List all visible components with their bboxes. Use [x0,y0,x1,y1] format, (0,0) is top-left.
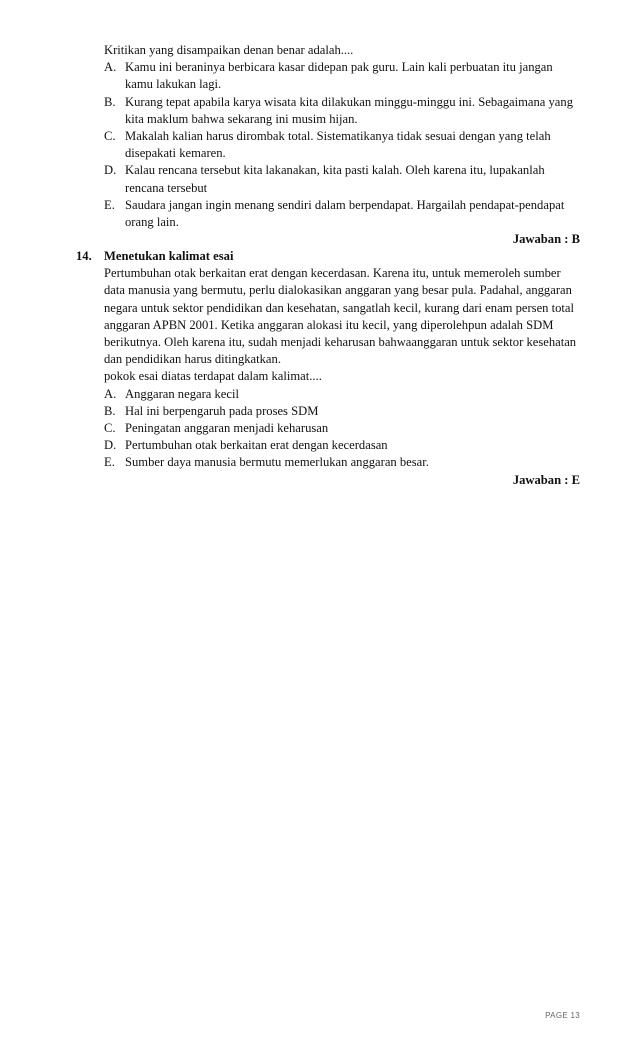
question-13-option-b [0,94,638,128]
option-letter: D. [104,438,117,453]
paragraph-line: Pertumbuhan otak berkaitan erat dengan kecerdasan. Karena itu, untuk memeroleh sumber [104,266,561,281]
option-text: Kurang tepat apabila karya wisata kita dilakukan minggu-minggu ini. Sebagaimana yang [125,94,573,109]
question-14-option-d [0,437,638,454]
question-number: 14. [76,249,92,263]
option-text-continued: orang lain. [125,215,179,230]
option-text: Makalah kalian harus dirombak total. Sistematikanya tidak sesuai dengan yang telah [125,129,551,144]
option-text: Sumber daya manusia bermutu memerlukan anggaran besar. [125,455,429,470]
option-letter: E. [104,197,115,212]
option-letter: A. [104,60,117,75]
essay-paragraph [0,265,638,368]
option-letter: B. [104,94,116,109]
paragraph-line: anggaran APBN 2001. Ketika anggaran alokasi itu kecil, yang diperolehpun adalah SDM [104,317,554,332]
option-text: Saudara jangan ingin menang sendiri dalam berpendapat. Hargailah pendapat-pendapat [125,197,565,212]
paragraph-line: negara untuk sektor pendidikan dan kesehatan, sangatlah kecil, kurang dari enam persen total [104,300,574,315]
page-number: PAGE 13 [545,1011,580,1020]
question-14-heading [0,248,638,265]
option-text: Kamu ini beraninya berbicara kasar didepan pak guru. Lain kali perbuatan itu jangan [125,60,553,75]
option-text: Anggaran negara kecil [125,386,239,401]
option-letter: B. [104,403,116,418]
paragraph-line: data manusia yang bermutu, perlu dialokasikan anggaran yang besar pula. Padahal, anggaran [104,283,572,298]
option-letter: C. [104,129,116,144]
option-letter: A. [104,386,117,401]
option-letter: D. [104,163,117,178]
question-14 [0,248,638,489]
option-text: Hal ini berpengaruh pada proses SDM [125,403,319,418]
option-letter: E. [104,455,115,470]
option-text-continued: disepakati kemaren. [125,146,226,161]
question-13 [0,42,638,248]
question-14-option-e [0,454,638,471]
question-13-stem: Kritikan yang disampaikan denan benar adalah.... [104,43,354,57]
question-14-answer: Jawaban : E [512,472,580,487]
option-text-continued: kamu lakukan lagi. [125,77,222,92]
option-text-continued: kita maklum bahwa sekarang ini musim hijan. [125,111,358,126]
option-text: Kalau rencana tersebut kita lakanakan, kita pasti kalah. Oleh karena itu, lupakanlah [125,163,545,178]
question-14-option-c [0,420,638,437]
question-13-option-c [0,128,638,162]
question-13-option-e [0,197,638,231]
option-letter: C. [104,421,116,436]
question-13-answer: Jawaban : B [512,232,580,247]
question-title: Menetukan kalimat esai [104,249,234,263]
question-13-option-d [0,162,638,196]
option-text-continued: rencana tersebut [125,180,208,195]
question-14-option-b [0,403,638,420]
question-13-option-a [0,59,638,93]
paragraph-line: dan pendidikan harus ditingkatkan. [104,352,281,367]
option-text: Pertumbuhan otak berkaitan erat dengan kecerdasan [125,438,388,453]
paragraph-line: berikutnya. Oleh karena itu, sudah menjadi keharusan bahwaanggaran untuk sektor kesehatan [104,335,577,350]
question-14-stem: pokok esai diatas terdapat dalam kalimat.... [104,369,322,384]
option-text: Peningatan anggaran menjadi keharusan [125,421,329,436]
question-14-option-a [0,386,638,403]
